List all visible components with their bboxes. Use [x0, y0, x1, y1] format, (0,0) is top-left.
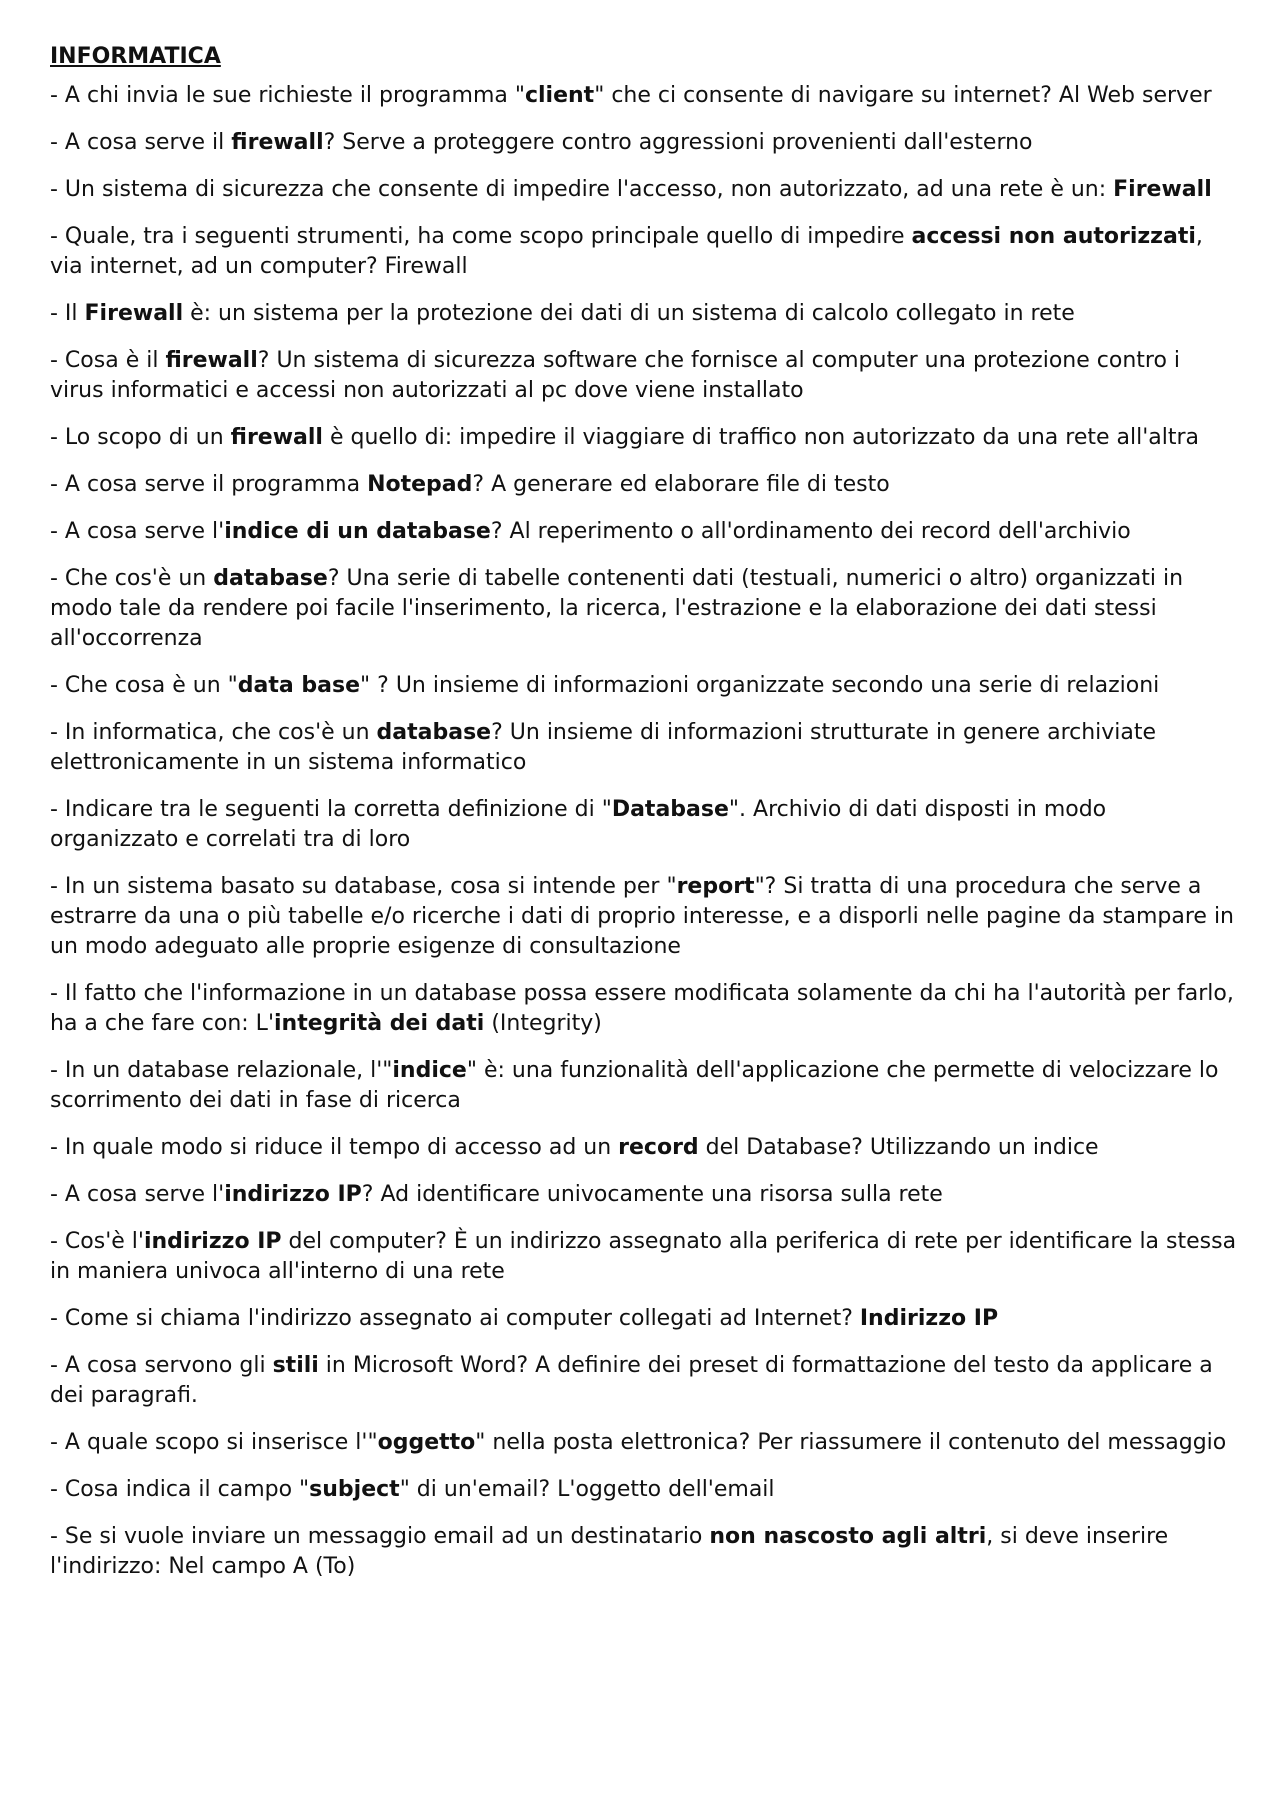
- qa-item: [50, 979, 1240, 1039]
- qa-text: - Quale, tra i seguenti strumenti, ha come scopo principale quello di impedire: [50, 224, 912, 249]
- qa-text: ? A generare ed elaborare file di testo: [472, 472, 890, 497]
- qa-text: del Database? Utilizzando un indice: [698, 1135, 1099, 1160]
- qa-item: [50, 795, 1240, 855]
- qa-item: [50, 1227, 1240, 1287]
- qa-text: - Cosa è il: [50, 348, 166, 373]
- qa-text: - A cosa servono gli: [50, 1353, 273, 1378]
- qa-text: - In un sistema basato su database, cosa si intende per ": [50, 874, 677, 899]
- qa-keyword: firewall: [231, 130, 324, 155]
- qa-keyword: Database: [611, 797, 729, 822]
- qa-text: - Che cos'è un: [50, 566, 214, 591]
- qa-text: " nella posta elettronica? Per riassumere il contenuto del messaggio: [475, 1430, 1227, 1455]
- qa-item: [50, 299, 1240, 329]
- qa-item: [50, 81, 1240, 111]
- qa-keyword: data base: [237, 673, 361, 698]
- qa-text: , si deve inserire l'indirizzo: Nel campo A (To): [50, 1524, 1169, 1579]
- qa-item: [50, 671, 1240, 701]
- qa-text: - Un sistema di sicurezza che consente di impedire l'accesso, non autorizzato, ad una rete è un:: [50, 177, 1114, 202]
- qa-text: - Che cosa è un ": [50, 673, 238, 698]
- qa-text: - In un database relazionale, l'": [50, 1058, 393, 1083]
- qa-text: - Se si vuole inviare un messaggio email ad un destinatario: [50, 1524, 710, 1549]
- qa-item: [50, 872, 1240, 962]
- qa-text: "? Si tratta di una procedura che serve a estrarre da una o più tabelle e/o ricerche i dati di proprio interesse, e a disporli nelle pagine da stampare in un modo adeguato alle proprie esigenze di consultazione: [50, 874, 1235, 959]
- qa-text: ? Un sistema di sicurezza software che fornisce al computer una protezione contro i virus informatici e accessi non autorizzati al pc dove viene installato: [50, 348, 1181, 403]
- qa-item: [50, 470, 1240, 500]
- qa-text: - A cosa serve il programma: [50, 472, 368, 497]
- qa-text: - Lo scopo di un: [50, 425, 231, 450]
- qa-text: ? Una serie di tabelle contenenti dati (testuali, numerici o altro) organizzati in modo tale da rendere poi facile l'inserimento, la ricerca, l'estrazione e la elaborazione dei dati stessi all'occorrenza: [50, 566, 1184, 651]
- qa-item: [50, 346, 1240, 406]
- qa-keyword: indirizzo IP: [224, 1182, 362, 1207]
- qa-keyword: indice: [392, 1058, 467, 1083]
- qa-text: " di un'email? L'oggetto dell'email: [399, 1477, 775, 1502]
- qa-text: ". Archivio di dati disposti in modo organizzato e correlati tra di loro: [50, 797, 1107, 852]
- qa-keyword: oggetto: [377, 1430, 476, 1455]
- qa-text: - In informatica, che cos'è un: [50, 720, 377, 745]
- qa-keyword: report: [676, 874, 755, 899]
- qa-text: - Il: [50, 301, 85, 326]
- qa-text: (Integrity): [484, 1011, 602, 1036]
- qa-keyword: Firewall: [1113, 177, 1212, 202]
- qa-item: [50, 517, 1240, 547]
- qa-text: è quello di: impedire il viaggiare di traffico non autorizzato da una rete all'altra: [322, 425, 1200, 450]
- qa-text: ? Al reperimento o all'ordinamento dei record dell'archivio: [490, 519, 1131, 544]
- qa-item: [50, 423, 1240, 453]
- qa-keyword: Firewall: [84, 301, 184, 326]
- qa-text: - A cosa serve l': [50, 1182, 225, 1207]
- qa-keyword: accessi non autorizzati: [911, 224, 1196, 249]
- qa-text: ? Serve a proteggere contro aggressioni provenienti dall'esterno: [323, 130, 1033, 155]
- qa-item: [50, 1180, 1240, 1210]
- qa-text: è: un sistema per la protezione dei dati di un sistema di calcolo collegato in rete: [183, 301, 1075, 326]
- qa-text: ? Un insieme di informazioni strutturate in genere archiviate elettronicamente in un sistema informatico: [50, 720, 1157, 775]
- document-title: INFORMATICA: [50, 44, 221, 69]
- qa-item: [50, 1056, 1240, 1116]
- qa-item: [50, 1475, 1240, 1505]
- qa-text: , via internet, ad un computer? Firewall: [50, 224, 1203, 279]
- qa-keyword: non nascosto agli altri: [709, 1524, 987, 1549]
- qa-keyword: firewall: [165, 348, 258, 373]
- qa-text: - Come si chiama l'indirizzo assegnato ai computer collegati ad Internet?: [50, 1306, 860, 1331]
- qa-item: [50, 1522, 1240, 1582]
- qa-item: [50, 175, 1240, 205]
- qa-text: del computer? È un indirizzo assegnato alla periferica di rete per identificare la stessa in maniera univoca all'interno di una rete: [50, 1229, 1237, 1284]
- qa-text: ? Ad identificare univocamente una risorsa sulla rete: [361, 1182, 943, 1207]
- qa-keyword: firewall: [230, 425, 323, 450]
- qa-item: [50, 1428, 1240, 1458]
- qa-item: [50, 1133, 1240, 1163]
- qa-list: [50, 81, 1240, 1582]
- qa-text: - A quale scopo si inserisce l'": [50, 1430, 378, 1455]
- qa-item: [50, 128, 1240, 158]
- qa-text: " è: una funzionalità dell'applicazione che permette di velocizzare lo scorrimento dei dati in fase di ricerca: [50, 1058, 1219, 1113]
- qa-text: " che ci consente di navigare su internet? Al Web server: [594, 83, 1212, 108]
- qa-text: - A cosa serve il: [50, 130, 232, 155]
- qa-keyword: database: [213, 566, 328, 591]
- qa-keyword: record: [618, 1135, 699, 1160]
- qa-keyword: client: [524, 83, 595, 108]
- qa-keyword: database: [376, 720, 492, 745]
- qa-text: - Cosa indica il campo ": [50, 1477, 310, 1502]
- qa-text: - In quale modo si riduce il tempo di accesso ad un: [50, 1135, 619, 1160]
- qa-text: - A cosa serve l': [50, 519, 225, 544]
- qa-text: - Il fatto che l'informazione in un database possa essere modificata solamente da chi ha l'autorità per farlo, ha a che fare con: L': [50, 981, 1234, 1036]
- qa-item: [50, 718, 1240, 778]
- qa-item: [50, 564, 1240, 654]
- qa-item: [50, 222, 1240, 282]
- qa-keyword: indice di un database: [224, 519, 491, 544]
- qa-keyword: Indirizzo IP: [859, 1306, 999, 1331]
- qa-keyword: Notepad: [367, 472, 473, 497]
- qa-item: [50, 1351, 1240, 1411]
- qa-keyword: stili: [272, 1353, 319, 1378]
- qa-text: - Indicare tra le seguenti la corretta definizione di ": [50, 797, 612, 822]
- qa-keyword: integrità dei dati: [274, 1011, 485, 1036]
- qa-keyword: subject: [309, 1477, 400, 1502]
- qa-keyword: indirizzo IP: [143, 1229, 282, 1254]
- qa-text: in Microsoft Word? A definire dei preset di formattazione del testo da applicare a dei paragrafi.: [50, 1353, 1213, 1408]
- qa-text: " ? Un insieme di informazioni organizzate secondo una serie di relazioni: [360, 673, 1160, 698]
- qa-text: - Cos'è l': [50, 1229, 144, 1254]
- qa-text: - A chi invia le sue richieste il programma ": [50, 83, 525, 108]
- qa-item: [50, 1304, 1240, 1334]
